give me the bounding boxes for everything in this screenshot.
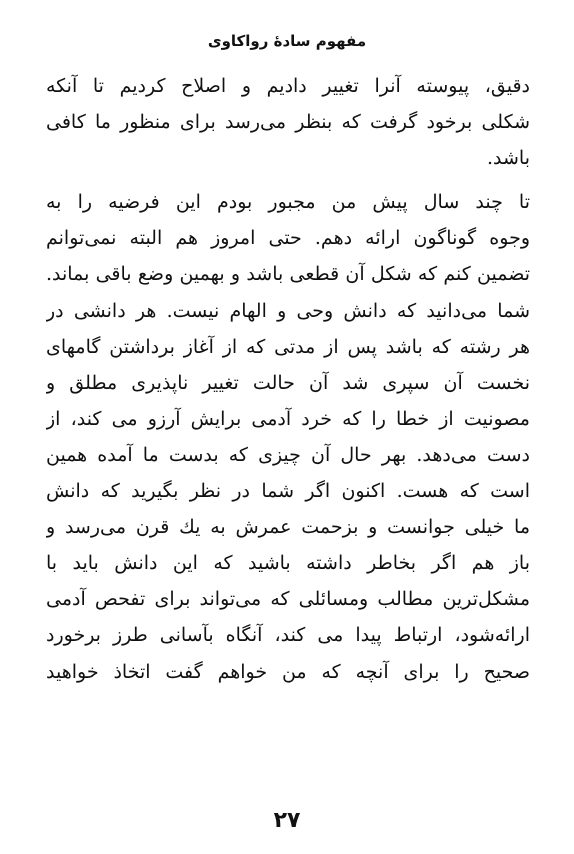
text-line: است که هست. اکنون اگر شما در نظر بگیرید که دانش xyxy=(46,480,530,503)
text-line: باشد. xyxy=(486,147,530,170)
text-line: ارائه‌شود، ارتباط پیدا می کند، آنگاه بآسانی طرز برخورد xyxy=(46,624,530,647)
paragraph xyxy=(46,68,530,176)
text-line: تا چند سال پیش من مجبور بودم این فرضیه را به xyxy=(46,191,530,214)
body-text xyxy=(46,68,530,690)
paragraph-spacer xyxy=(46,176,530,184)
text-line: شما می‌دانید که دانش وحی و الهام نیست. هر دانشی در xyxy=(46,299,530,322)
text-line: مشکل‌ترین مطالب ومسائلی که می‌تواند برای تفحص آدمی xyxy=(46,588,530,611)
text-line: صحیح را برای آنچه که من خواهم گفت اتخاذ خواهید xyxy=(46,660,530,683)
text-line: باز هم اگر بخاطر داشته باشید که این دانش باید با xyxy=(46,552,530,575)
text-line: ما خیلی جوانست و بزحمت عمرش به یك قرن می‌رسد و xyxy=(46,516,530,539)
text-line: مصونیت از خطا را که خرد آدمی برایش آرزو می کند، از xyxy=(46,407,530,430)
paragraph xyxy=(46,184,530,689)
text-line: دست می‌دهد. بهر حال آن چیزی که بدست ما آمده همین xyxy=(46,443,530,466)
text-line: دقیق، پیوسته آنرا تغییر دادیم و اصلاح کردیم تا آنکه xyxy=(46,75,530,97)
text-line: وجوه گوناگون ارائه دهم. حتی امروز هم البته نمی‌توانم xyxy=(46,227,530,250)
text-line: شکلی برخود گرفت که بنظر می‌رسد برای منظور ما کافی xyxy=(46,111,530,134)
text-line: نخست آن سپری شد آن حالت تغییر ناپذیری مطلق و xyxy=(46,371,530,394)
text-line: تضمین کنم که شکل آن قطعی باشد و بهمین وضع باقی بماند. xyxy=(46,263,530,286)
text-line: هر رشته که باشد پس از مدتی که از آغاز برداشتن گامهای xyxy=(46,335,530,358)
running-header: مفهوم سادهٔ رواکاوی xyxy=(207,32,367,50)
page-number: ۲۷ xyxy=(273,808,301,833)
